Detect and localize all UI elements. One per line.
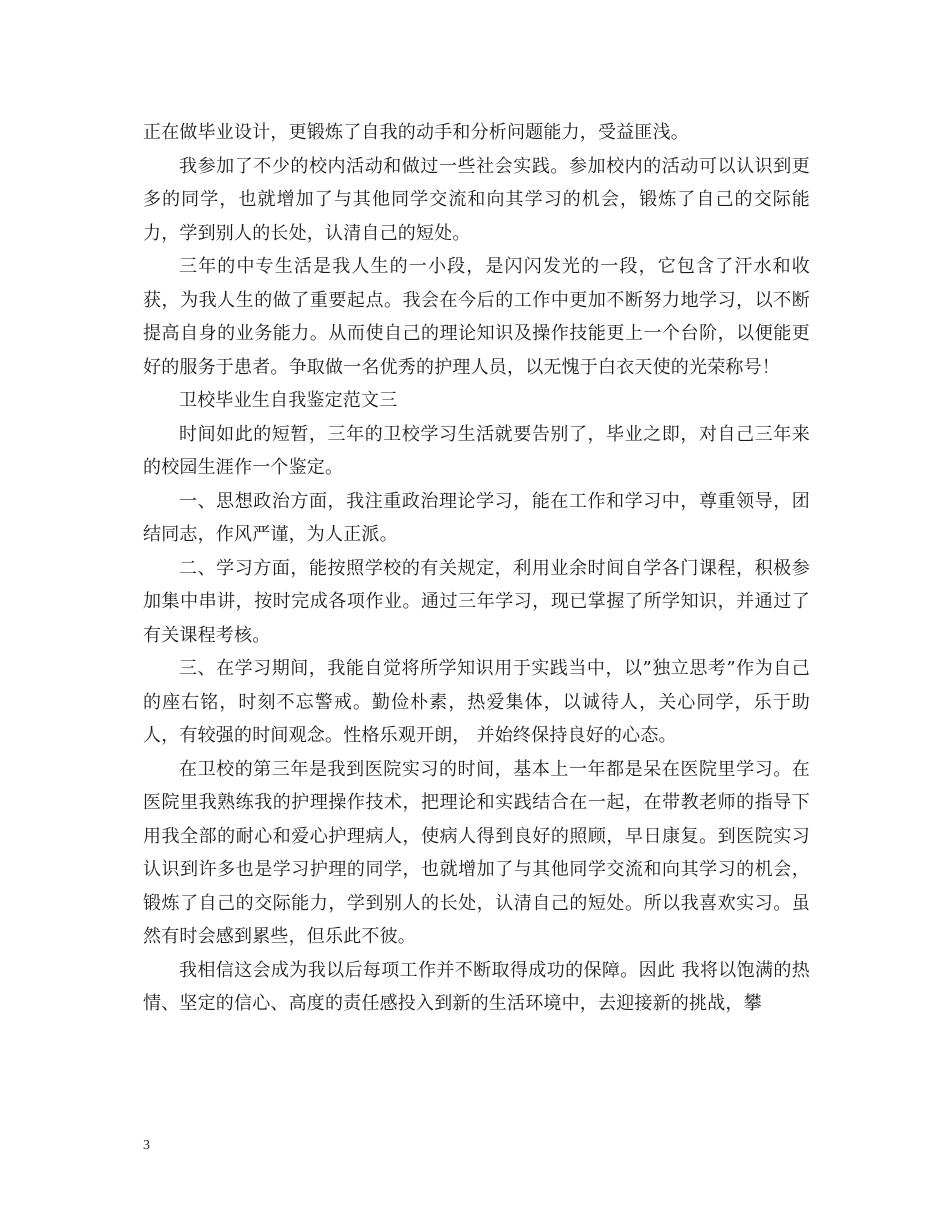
page-number: 3 <box>143 1138 150 1153</box>
paragraph: 正在做毕业设计，更锻炼了自我的动手和分析问题能力，受益匪浅。 <box>143 122 689 143</box>
paragraph: 二、学习方面，能按照学校的有关规定，利用业余时间自学各门课程，积极参加集中串讲，按时完成各项作业。通过三年学习，现已掌握了所学知识，并通过了有关课程考核。 <box>143 557 810 646</box>
paragraph: 我参加了不少的校内活动和做过一些社会实践。参加校内的活动可以认识到更多的同学，也就增加了与其他同学交流和向其学习的机会，锻炼了自己的交际能力，学到别人的长处，认清自己的短处。 <box>143 155 810 244</box>
paragraph: 我相信这会成为我以后每项工作并不断取得成功的保障。因此 我将以饱满的热情、坚定的信心、高度的责任感投入到新的生活环境中，去迎接新的挑战，攀 <box>143 959 810 1014</box>
section-heading: 卫校毕业生自我鉴定范文三 <box>179 390 398 411</box>
paragraph: 时间如此的短暂，三年的卫校学习生活就要告别了，毕业之即，对自己三年来的校园生涯作一个鉴定。 <box>143 423 810 478</box>
paragraph: 三年的中专生活是我人生的一小段，是闪闪发光的一段，它包含了汗水和收获，为我人生的做了重要起点。我会在今后的工作中更加不断努力地学习，以不断提高自身的业务能力。从而使自己的理论知识及操作技能更上一个台阶，以便能更好的服务于患者。争取做一名优秀的护理人员，以无愧于白衣天使的光荣称号！ <box>143 256 810 378</box>
paragraph: 一、思想政治方面，我注重政治理论学习，能在工作和学习中，尊重领导，团结同志，作风严谨，为人正派。 <box>143 490 810 545</box>
paragraph: 在卫校的第三年是我到医院实习的时间，基本上一年都是呆在医院里学习。在医院里我熟练我的护理操作技术，把理论和实践结合在一起，在带教老师的指导下用我全部的耐心和爱心护理病人，使病人得到良好的照顾，早日康复。到医院实习认识到许多也是学习护理的同学，也就增加了与其他同学交流和向其学习的机会，锻炼了自己的交际能力，学到别人的长处，认清自己的短处。所以我喜欢实习。虽然有时会感到累些，但乐此不彼。 <box>143 758 810 947</box>
body-text <box>143 116 810 1021</box>
paragraph: 三、在学习期间，我能自觉将所学知识用于实践当中，以”独立思考”作为自己的座右铭，时刻不忘警戒。勤俭朴素，热爱集体，以诚待人，关心同学，乐于助人，有较强的时间观念。性格乐观开朗， 并始终保持良好的心态。 <box>143 658 810 746</box>
